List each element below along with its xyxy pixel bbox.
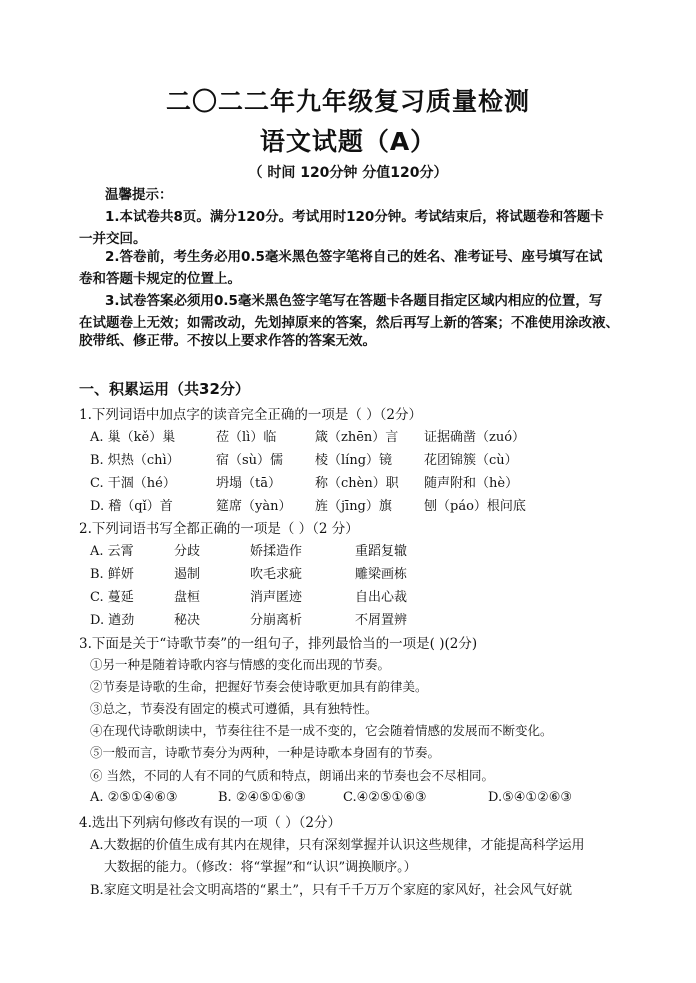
exam-info: （ 时间 120分钟 分值120分）	[248, 165, 448, 181]
notice-item-3: 3.试卷答案必须用0.5毫米黑色签字笔写在答题卡各题目指定区域内相应的位置，写	[105, 293, 603, 309]
notice-item-3-cont2: 胶带纸、修正带。不按以上要求作答的答案无效。	[79, 333, 376, 349]
sentence-4: ④在现代诗歌朗读中，节奏往往不是一成不变的，它会随着情感的发展而不断变化。	[90, 723, 553, 738]
notice-label: 温馨提示：	[105, 187, 173, 203]
option: 证据确凿（zuó）	[424, 430, 526, 445]
question-3-option-a: A. ②⑤①④⑥③	[90, 790, 178, 805]
option: A. 云霄	[90, 544, 134, 559]
sentence-2: ②节奏是诗歌的生命，把握好节奏会使诗歌更加具有韵律美。	[90, 679, 428, 694]
option: 雕梁画栋	[355, 567, 408, 582]
option: C. 蔓延	[90, 590, 134, 605]
option: 莅（lì）临	[216, 430, 277, 445]
option: 不屑置辨	[355, 613, 408, 628]
option: B. 鲜妍	[90, 567, 134, 582]
option: 娇揉造作	[250, 544, 303, 559]
question-3-option-b: B. ②④⑤①⑥③	[218, 790, 306, 805]
option: D. 稽（qǐ）首	[90, 499, 173, 514]
option: 筵席（yàn）	[216, 499, 292, 514]
option: B. 炽热（chì）	[90, 453, 180, 468]
question-2-stem: 2.下列词语书写全都正确的一项是（ ）（2 分）	[79, 521, 359, 537]
notice-item-2: 2.答卷前，考生务必用0.5毫米黑色签字笔将自己的姓名、准考证号、座号填写在试	[105, 249, 603, 265]
exam-subtitle: 语文试题（A）	[259, 127, 437, 156]
section-heading: 一、积累运用（共32分）	[79, 380, 250, 398]
option: 称（chèn）职	[315, 476, 399, 491]
question-3-option-c: C.④②⑤①⑥③	[343, 790, 427, 805]
question-4-option-a-cont: 大数据的能力。（修改：将“掌握”和“认识”调换顺序。）	[104, 860, 417, 875]
option: 随声附和（hè）	[424, 476, 519, 491]
sentence-1: ①另一种是随着诗歌内容与情感的变化而出现的节奏。	[90, 657, 391, 672]
notice-item-1-cont: 一并交回。	[79, 231, 147, 247]
notice-item-2-cont: 卷和答题卡规定的位置上。	[79, 271, 241, 287]
sentence-6: ⑥ 当然，不同的人有不同的气质和特点，朗诵出来的节奏也会不尽相同。	[90, 768, 494, 783]
option: 箴（zhēn）言	[315, 430, 399, 445]
option: 秘决	[174, 613, 201, 628]
option: 遏制	[174, 567, 201, 582]
option: 宿（sù）儒	[216, 453, 284, 468]
option: 坍塌（tā）	[216, 476, 281, 491]
option: 盘桓	[174, 590, 201, 605]
option: D. 遒劲	[90, 613, 135, 628]
question-3-option-d: D.⑤④①②⑥③	[488, 790, 573, 805]
notice-item-1: 1.本试卷共8页。满分120分。考试用时120分钟。考试结束后，将试题卷和答题卡	[105, 209, 604, 225]
option: A. 巢（kě）巢	[90, 430, 176, 445]
sentence-5: ⑤一般而言，诗歌节奏分为两种，一种是诗歌本身固有的节奏。	[90, 745, 441, 760]
question-3-stem: 3.下面是关于“诗歌节奏”的一组句子，排列最恰当的一项是( )(2分)	[79, 636, 478, 652]
option: 分歧	[174, 544, 201, 559]
option: 分崩离析	[250, 613, 303, 628]
option: 花团锦簇（cù）	[424, 453, 518, 468]
option: 棱（líng）镜	[315, 453, 393, 468]
exam-title: 二〇二二年九年级复习质量检测	[165, 87, 530, 116]
option: 刨（páo）根问底	[424, 499, 526, 514]
option: 吹毛求疵	[250, 567, 303, 582]
question-4-option-b: B.家庭文明是社会文明高塔的“累土”，只有千千万万个家庭的家风好，社会风气好就	[90, 883, 572, 898]
sentence-3: ③总之，节奏没有固定的模式可遵循，具有独特性。	[90, 701, 378, 716]
option: 消声匿迹	[250, 590, 303, 605]
question-1-stem: 1.下列词语中加点字的读音完全正确的一项是（ ）（2分）	[79, 407, 423, 423]
option: 自出心裁	[355, 590, 408, 605]
option: 重蹈复辙	[355, 544, 408, 559]
question-4-stem: 4.选出下列病句修改有误的一项（ ）（2分）	[79, 815, 342, 831]
option: C. 干涸（hé）	[90, 476, 176, 491]
notice-item-3-cont: 在试题卷上无效；如需改动，先划掉原来的答案，然后再写上新的答案；不准使用涂改液、	[79, 315, 619, 331]
option: 旌（jīng）旗	[315, 499, 392, 514]
question-4-option-a: A.大数据的价值生成有其内在规律，只有深刻掌握并认识这些规律，才能提高科学运用	[90, 838, 585, 853]
